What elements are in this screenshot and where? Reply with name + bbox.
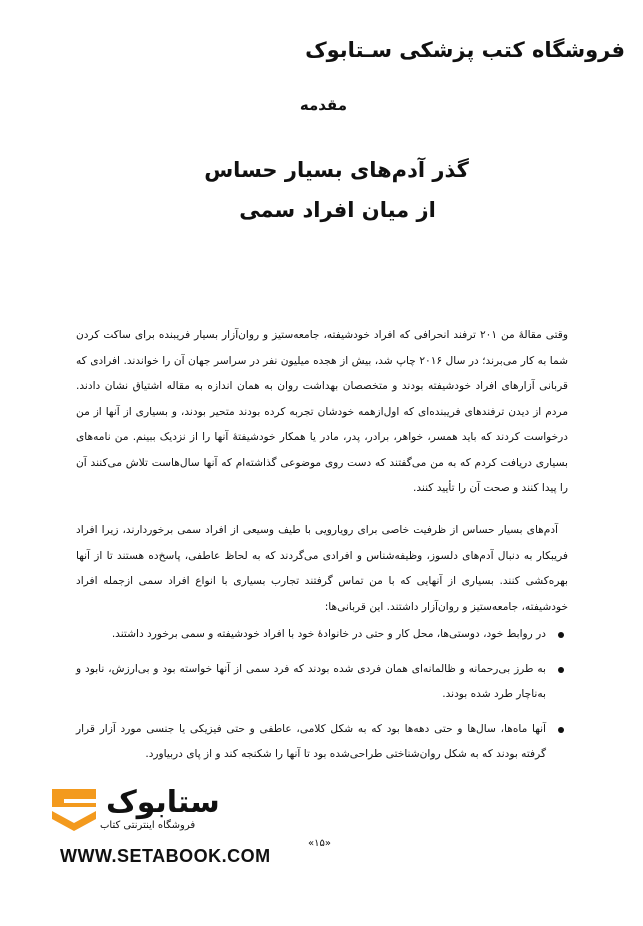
chapter-title-line-1: گذر آدم‌های بسیار حساس [204, 158, 469, 182]
body-paragraph-2: آدم‌های بسیار حساس از ظرفیت خاصی برای رویارویی با طیف وسیعی از افراد سمی برخوردارند، زیرا افراد فریبکار به دنبال آدم‌های دلسوز، وظیفه‌شناس و افرادی می‌گردند که به لحاظ عاطفی، پاسخ‌ده هستند تا از آنها بهره‌کشی کنند. بسیاری از آنهایی که با من تماس گرفتند تجارب بسیاری با انواع افراد سمی ازجمله افراد خودشیفته، جامعه‌ستیز و روان‌آزار داشتند. این قربانی‌ها: [76, 524, 568, 613]
bullet-dot-icon [558, 632, 564, 638]
bullet-dot-icon [558, 727, 564, 733]
setabook-mark-icon [50, 787, 98, 833]
list-item [76, 622, 568, 648]
site-url[interactable]: WWW.SETABOOK.COM [60, 846, 271, 866]
page-number: «۱۵» [308, 838, 331, 849]
logo-brand-text: ستابوک [106, 785, 220, 820]
body-paragraph-1: وقتی مقالهٔ من ۲۰۱ ترفند انحرافی که افراد خودشیفته، جامعه‌ستیز و روان‌آزار بسیار فریبنده برای ساکت کردن شما به کار می‌برند؛ در سال ۲۰۱۶ چاپ شد، بیش از هجده میلیون نفر در سراسر جهان آن را خواندند. افرادی که قربانی آزارهای افراد خودشیفته بودند و متخصصان بهداشت روان به همان اندازه به مقاله اشتیاق نشان دادند. مردم از دیدن ترفندهای فریبنده‌ای که اول‌ازهمه خودشان تجربه کرده بودند متحیر بودند، و بسیاری از آنها از من درخواست کردند که باید همسر، خواهر، برادر، پدر، مادر یا همکار خودشیفتهٔ آنها را از نزدیک ببینم. من نامه‌های بسیاری دریافت کردم که به من می‌گفتند که دست روی موضوعی گذاشته‌ام که آنها سال‌هاست تلاش می‌کنند آن را پیدا کنند و صحت آن را تأیید کنند. [76, 329, 568, 494]
setabook-logo [50, 787, 280, 835]
list-item-text: در روابط خود، دوستی‌ها، محل کار و حتی در خانوادهٔ خود با افراد خودشیفته و سمی برخورد داشتند. [111, 628, 546, 640]
logo-tagline: فروشگاه اینترنتی کتاب [100, 820, 196, 831]
list-item-text: به طرز بی‌رحمانه و ظالمانه‌ای همان فردی شده بودند که فرد سمی از آنها خواسته بود و بی‌ارزش، نابود و به‌ناچار طرد شده بودند. [76, 662, 546, 700]
victim-bullet-list [76, 622, 568, 777]
section-label: مقدمه [299, 96, 347, 114]
bullet-dot-icon [558, 667, 564, 673]
store-header: فروشگاه کتب پزشکی سـتابوک [305, 38, 625, 62]
list-item-text: آنها ماه‌ها، سال‌ها و حتی دهه‌ها بود که به شکل کلامی، عاطفی و حتی فیزیکی یا جنسی مورد آزار قرار گرفته بودند که به شکل روان‌شناختی طراحی‌شده بود تا آنها را شکنجه کند و از پای دربیاورد. [76, 722, 546, 760]
list-item [76, 717, 568, 768]
list-item [76, 657, 568, 708]
chapter-title-line-2: از میان افراد سمی [239, 198, 436, 222]
